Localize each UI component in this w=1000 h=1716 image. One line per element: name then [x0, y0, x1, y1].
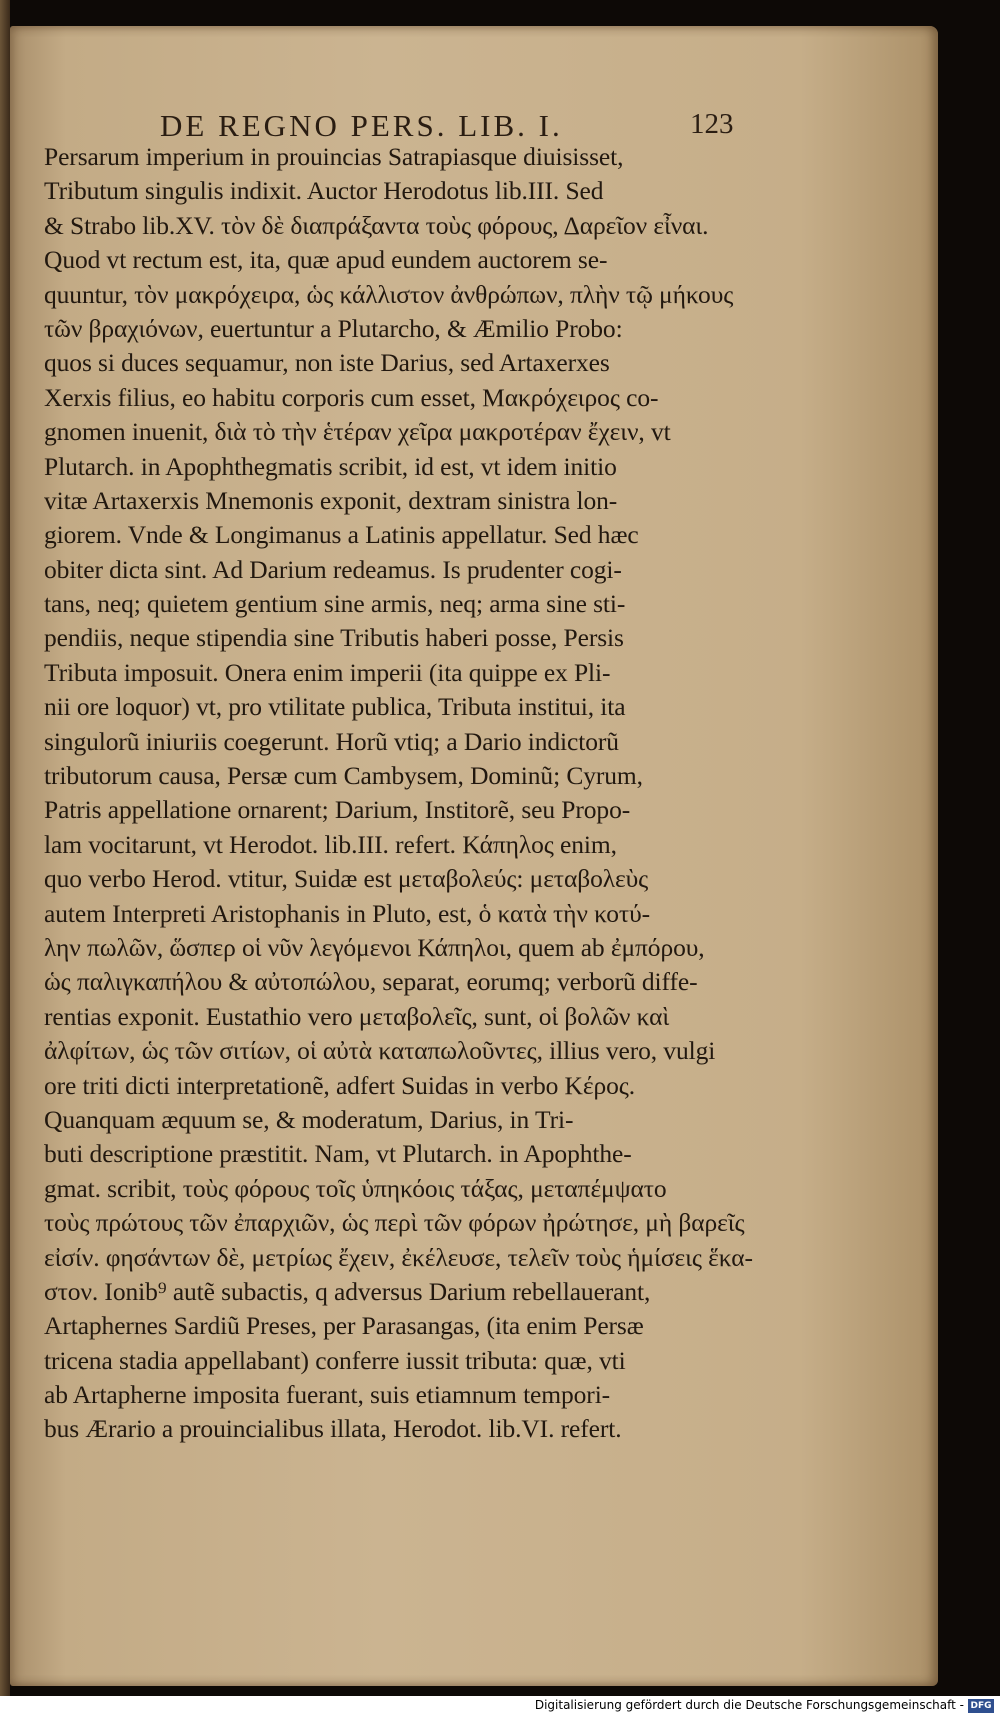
text-line: buti descriptione præstitit. Nam, vt Plutarch. in Apophthe-: [44, 1139, 632, 1169]
text-line: Tributum singulis indixit. Auctor Herodotus lib.III. Sed: [44, 176, 604, 206]
text-line: Patris appellatione ornarent; Darium, Institorẽ, seu Propo-: [44, 795, 631, 825]
text-line: obiter dicta sint. Ad Darium redeamus. Is prudenter cogi-: [44, 554, 622, 584]
text-line: quos si duces sequamur, non iste Darius, sed Artaxerxes: [44, 348, 610, 378]
text-line: Quod vt rectum est, ita, quæ apud eundem auctorem se-: [44, 245, 608, 275]
page-number: 123: [690, 108, 734, 140]
text-line: quo verbo Herod. vtitur, Suidæ est μεταβολεύς: μεταβολεὺς: [44, 864, 649, 894]
text-line: gmat. scribit, τοὺς φόρους τοῖς ὑπηκόοις τάξας, μεταπέμψατο: [44, 1173, 667, 1203]
text-line: τοὺς πρώτους τῶν ἐπαρχιῶν, ὡς περὶ τῶν φόρων ἠρώτησε, μὴ βαρεῖς: [44, 1208, 745, 1238]
text-line: & Strabo lib.XV. τὸν δὲ διαπράξαντα τοὺς φόρους, Δαρεῖον εἶναι.: [44, 210, 709, 240]
text-line: singulorũ iniuriis coegerunt. Horũ vtiq; a Dario indictorũ: [44, 726, 619, 756]
body-text: [44, 140, 924, 1447]
text-line: pendiis, neque stipendia sine Tributis haberi posse, Persis: [44, 623, 624, 653]
text-line: rentias exponit. Eustathio vero μεταβολεῖς, sunt, οἱ βολῶν καὶ: [44, 1001, 670, 1031]
text-line: tans, neq; quietem gentium sine armis, neq; arma sine sti-: [44, 589, 626, 619]
text-line: Quanquam æquum se, & moderatum, Darius, in Tri-: [44, 1104, 574, 1134]
footer-credit: Digitalisierung gefördert durch die Deutsche Forschungsgemeinschaft -: [534, 1698, 964, 1712]
dfg-logo: DFG: [968, 1699, 994, 1713]
text-line: ore triti dicti interpretationẽ, adfert Suidas in verbo Κέρος.: [44, 1070, 635, 1100]
text-line: tricena stadia appellabant) conferre iussit tributa: quæ, vti: [44, 1345, 626, 1375]
text-line: giorem. Vnde & Longimanus a Latinis appellatur. Sed hæc: [44, 520, 639, 550]
text-line: εἰσίν. φησάντων δὲ, μετρίως ἔχειν, ἐκέλευσε, τελεῖν τοὺς ἡμίσεις ἕκα-: [44, 1242, 753, 1272]
text-line: στον. Ionib⁹ autẽ subactis, q adversus Darium rebellauerant,: [44, 1276, 651, 1306]
text-line: τῶν βραχιόνων, euertuntur a Plutarcho, & Æmilio Probo:: [44, 313, 623, 343]
text-line: ἀλφίτων, ὡς τῶν σιτίων, οἱ αὐτὰ καταπωλοῦντες, illius vero, vulgi: [44, 1036, 716, 1066]
text-line: tributorum causa, Persæ cum Cambysem, Dominũ; Cyrum,: [44, 761, 643, 791]
text-line: Xerxis filius, eo habitu corporis cum esset, Μακρόχειρος co-: [44, 382, 659, 412]
text-line: ὡς παλιγκαπήλου & αὐτοπώλου, separat, eorumq; verborũ diffe-: [44, 967, 698, 997]
text-line: Plutarch. in Apophthegmatis scribit, id est, vt idem initio: [44, 451, 617, 481]
text-line: Persarum imperium in prouincias Satrapiasque diuisisset,: [44, 142, 624, 171]
text-line: gnomen inuenit, διὰ τὸ τὴν ἑτέραν χεῖρα μακροτέραν ἔχειν, vt: [44, 417, 671, 447]
text-line: quuntur, τὸν μακρόχειρα, ὡς κάλλιστον ἀνθρώπων, πλὴν τῷ μήκους: [44, 279, 734, 309]
book-spine: [0, 0, 10, 1716]
text-line: autem Interpreti Aristophanis in Pluto, est, ὁ κατὰ τὴν κοτύ-: [44, 898, 650, 928]
text-line: lam vocitarunt, vt Herodot. lib.III. refert. Κάπηλος enim,: [44, 829, 617, 859]
text-line: vitæ Artaxerxis Mnemonis exponit, dextram sinistra lon-: [44, 485, 618, 515]
text-line: bus Ærario a prouincialibus illata, Herodot. lib.VI. refert.: [44, 1414, 622, 1444]
text-line: nii ore loquor) vt, pro vtilitate publica, Tributa institui, ita: [44, 692, 626, 722]
text-line: Tributa imposuit. Onera enim imperii (ita quippe ex Pli-: [44, 657, 611, 687]
text-line: λην πωλῶν, ὥσπερ οἱ νῦν λεγόμενοι Κάπηλοι, quem ab ἐμπόρου,: [44, 932, 705, 962]
text-line: ab Artapherne imposita fuerant, suis etiamnum tempori-: [44, 1380, 611, 1410]
running-head-title: DE REGNO PERS. LIB. I.: [160, 108, 563, 143]
text-line: Artaphernes Sardiũ Preses, per Parasangas, (ita enim Persæ: [44, 1311, 644, 1341]
footer-bar: [0, 1696, 1000, 1716]
